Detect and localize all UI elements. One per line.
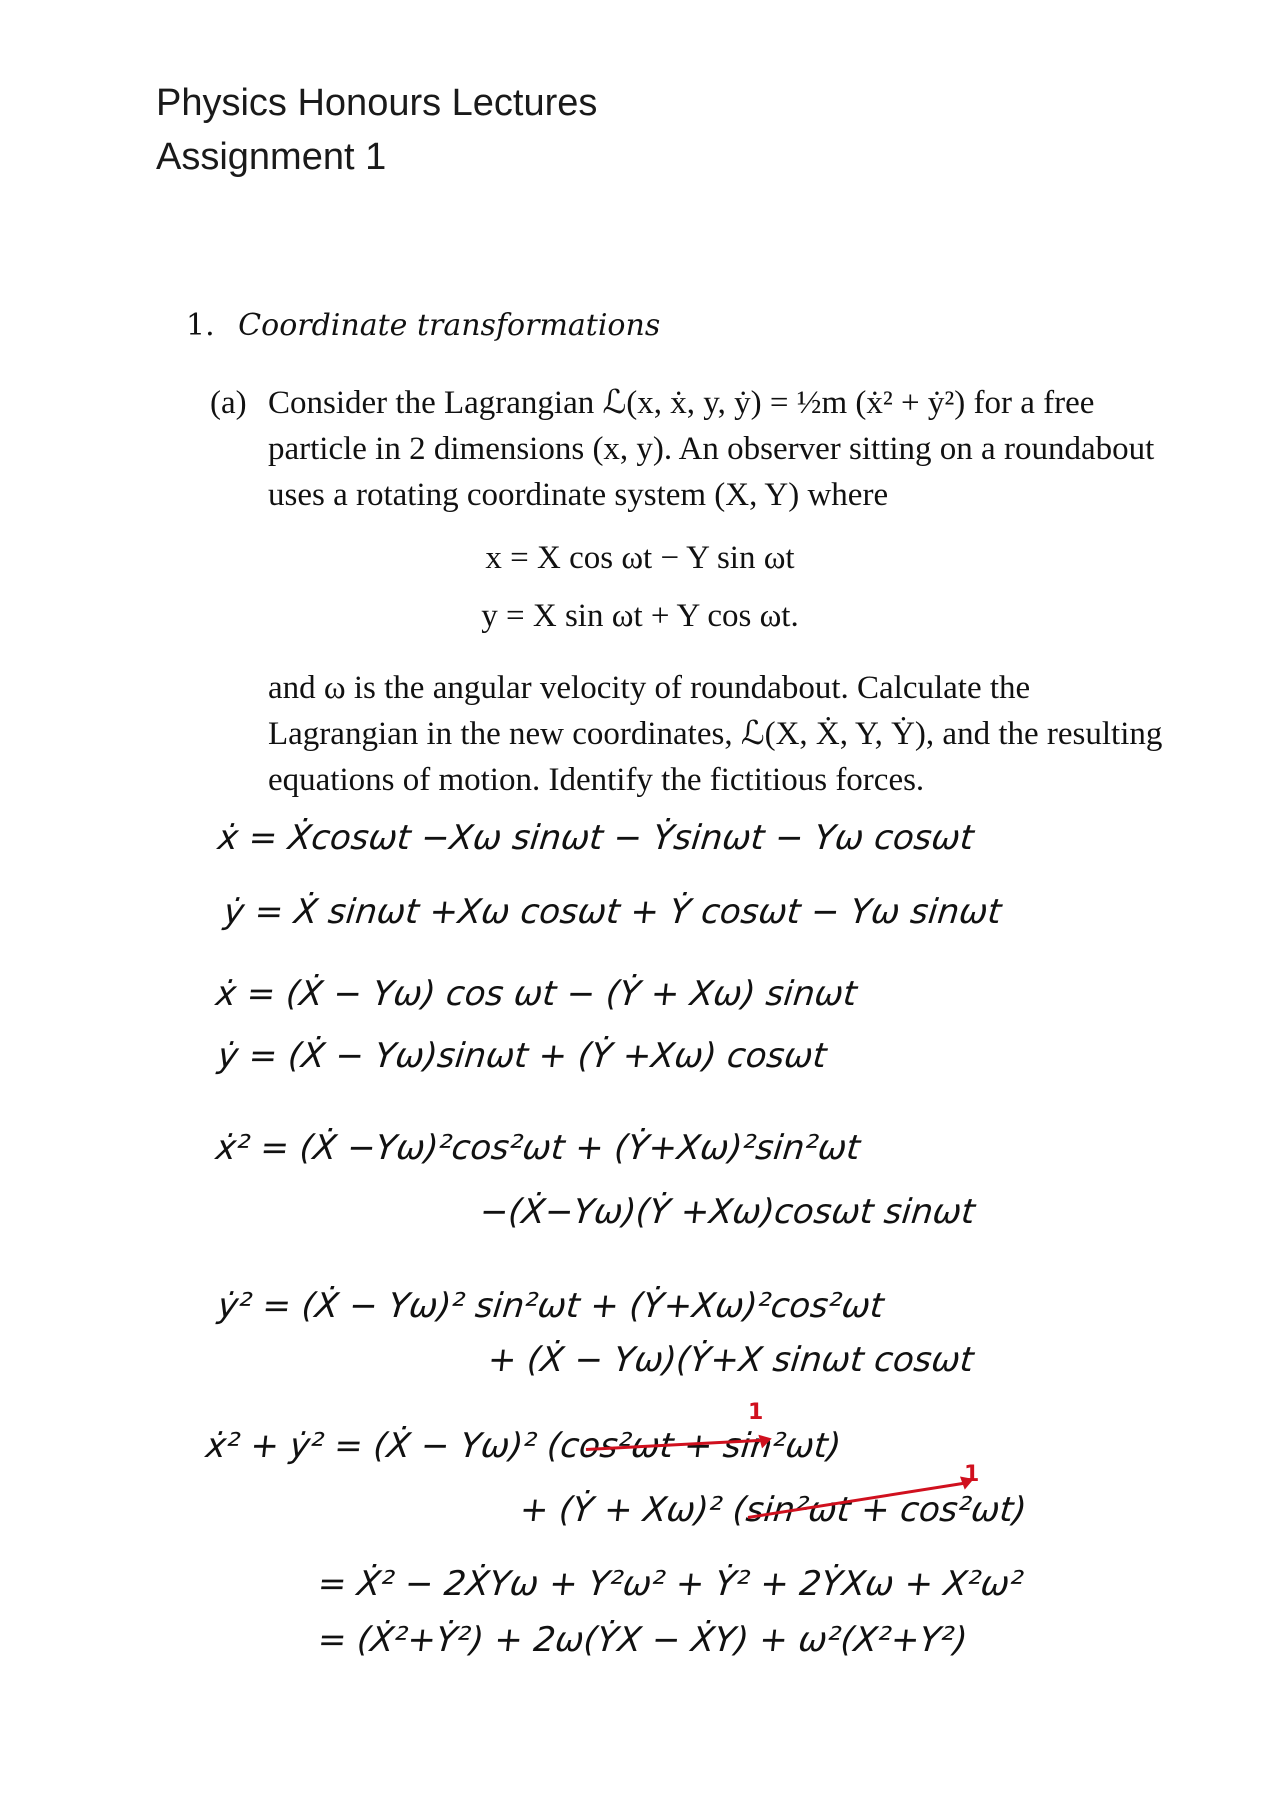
handwritten-line: ẋ² = (Ẋ −Yω)²cos²ωt + (Ẏ+Xω)²sin²ωt [213, 1128, 863, 1168]
handwritten-line: ẋ = Ẋcosωt −Xω sinωt − Ẏsinωt − Yω cosωt [215, 818, 976, 858]
handwritten-line [204, 1426, 843, 1466]
handwritten-line: = (Ẋ²+Ẏ²) + 2ω(ẎX − ẊY) + ω²(X²+Y²) [315, 1620, 970, 1660]
transform-equation-y: y = X sin ωt + Y cos ωt. [481, 598, 799, 634]
red-annotation: 1 [964, 1462, 980, 1487]
red-annotation: 1 [748, 1400, 764, 1425]
handwritten-line: −(Ẋ−Yω)(Ẏ +Xω)cosωt sinωt [477, 1192, 977, 1232]
handwritten-line: + (Ẋ − Yω)(Ẏ+X sinωt cosωt [485, 1340, 976, 1380]
handwritten-fragment: + (Ẏ + Xω)² [517, 1490, 725, 1530]
question-heading [186, 308, 660, 343]
question-number: 1. [186, 308, 215, 343]
question-title: Coordinate transformations [238, 308, 661, 343]
part-a-intro [210, 380, 1160, 518]
handwritten-line: ẏ² = (Ẋ − Yω)² sin²ωt + (Ẏ+Xω)²cos²ωt [215, 1286, 886, 1326]
handwritten-line: ẏ = (Ẋ − Yω)sinωt + (Ẏ +Xω) cosωt [215, 1036, 829, 1076]
handwritten-line: = Ẋ² − 2ẊYω + Y²ω² + Ẏ² + 2ẎXω + X²ω² [315, 1564, 1026, 1604]
part-a-text: Consider the Lagrangian ℒ(x, ẋ, y, ẏ) = ½m (ẋ² + ẏ²) for a free particle in 2 dimensions (x, y). An observer sitting on a roundabout uses a rotating coordinate system (X, Y) where [268, 385, 1155, 513]
handwritten-line: ẋ = (Ẋ − Yω) cos ωt − (Ẏ + Xω) sinωt [213, 974, 859, 1014]
part-a-label: (a) [210, 385, 247, 421]
transform-equation-x: x = X cos ωt − Y sin ωt [485, 540, 795, 576]
struck-identity: (sin²ωt + cos²ωt) [730, 1490, 1029, 1530]
assignment-label: Assignment 1 [156, 136, 387, 178]
handwritten-fragment: ẋ² + ẏ² = (Ẋ − Yω)² [203, 1426, 539, 1466]
struck-identity: (cos²ωt + sin²ωt) [545, 1426, 843, 1466]
handwritten-line [518, 1490, 1029, 1530]
part-a-instructions: and ω is the angular velocity of roundabout. Calculate the Lagrangian in the new coordinates, ℒ(X, Ẋ, Y, Ẏ), and the resulting equations of motion. Identify the fictitious forces. [268, 670, 1163, 798]
document-title: Physics Honours Lectures [156, 82, 598, 124]
handwritten-line: ẏ = Ẋ sinωt +Xω cosωt + Ẏ cosωt − Yω sinωt [221, 892, 1004, 932]
